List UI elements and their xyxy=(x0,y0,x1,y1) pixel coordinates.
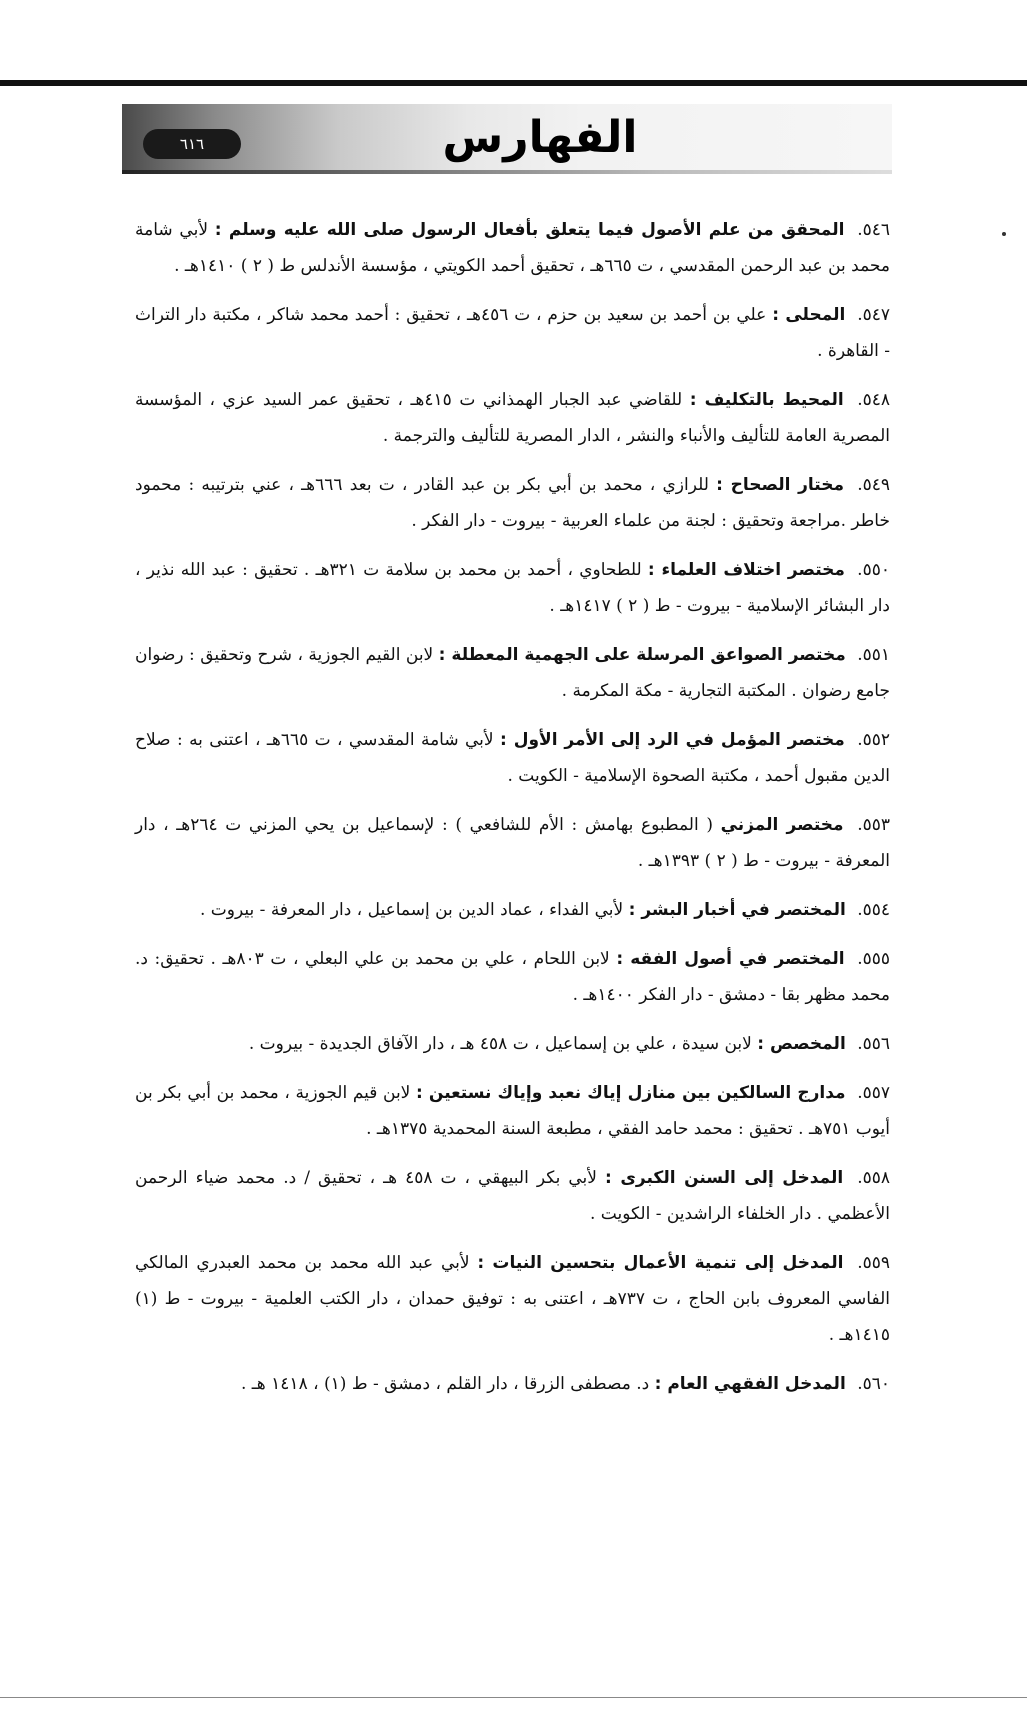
bibliography-entry xyxy=(135,637,890,709)
bibliography-entry xyxy=(135,297,890,369)
entry-title: المدخل إلى تنمية الأعمال بتحسين النيات : xyxy=(477,1253,844,1273)
entry-body: د. مصطفى الزرقا ، دار القلم ، دمشق - ط (١) ، ١٤١٨ هـ . xyxy=(241,1374,650,1394)
entry-number: ٥٤٨. xyxy=(857,390,891,410)
bibliography-entry xyxy=(135,1075,890,1147)
bibliography-entry xyxy=(135,941,890,1013)
entry-number: ٥٤٧. xyxy=(857,305,891,325)
entry-number: ٥٥٨. xyxy=(857,1168,891,1188)
bottom-rule xyxy=(0,1697,1027,1698)
entry-title: المخصص : xyxy=(757,1034,846,1054)
entry-body: لأبي شامة محمد بن عبد الرحمن المقدسي ، ت ٦٦٥هـ ، تحقيق أحمد الكويتي ، مؤسسة الأندلس ط ( ٢ ) ١٤١٠هـ . xyxy=(135,220,890,276)
entry-body: علي بن أحمد بن سعيد بن حزم ، ت ٤٥٦هـ ، تحقيق : أحمد محمد شاكر ، مكتبة دار التراث - القاهرة . xyxy=(135,305,890,361)
entry-title: مختصر الصواعق المرسلة على الجهمية المعطلة : xyxy=(438,645,846,665)
entry-title: المحيط بالتكليف : xyxy=(689,390,844,410)
entry-title: مدارج السالكين بين منازل إياك نعبد وإياك نستعين : xyxy=(416,1083,846,1103)
bibliography-entry xyxy=(135,212,890,284)
entry-title: المختصر في أصول الفقه : xyxy=(616,949,845,969)
bibliography-entry xyxy=(135,1160,890,1232)
bibliography-entry xyxy=(135,1026,890,1062)
entry-body: للطحاوي ، أحمد بن محمد بن سلامة ت ٣٢١هـ . تحقيق : عبد الله نذير ، دار البشائر الإسلامية - بيروت - ط ( ٢ ) ١٤١٧هـ . xyxy=(135,560,890,616)
entry-title: المختصر في أخبار البشر : xyxy=(628,900,846,920)
entry-number: ٥٥٣. xyxy=(857,815,891,835)
entry-number: ٥٥٩. xyxy=(857,1253,891,1273)
entry-number: ٥٥٤. xyxy=(857,900,890,920)
entry-body: للقاضي عبد الجبار الهمذاني ت ٤١٥هـ ، تحقيق عمر السيد عزي ، المؤسسة المصرية العامة للتأليف والأنباء والنشر ، الدار المصرية للتأليف والترجمة . xyxy=(135,390,890,446)
entry-number: ٥٦٠. xyxy=(857,1374,890,1394)
entry-number: ٥٥٧. xyxy=(857,1083,891,1103)
entry-body: لابن القيم الجوزية ، شرح وتحقيق : رضوان جامع رضوان . المكتبة التجارية - مكة المكرمة . xyxy=(135,645,890,701)
entry-title: المحقق من علم الأصول فيما يتعلق بأفعال الرسول صلى الله عليه وسلم : xyxy=(214,220,845,240)
entry-number: ٥٥٢. xyxy=(857,730,891,750)
page-title: الفهارس xyxy=(442,112,638,163)
entry-body: لأبي الفداء ، عماد الدين بن إسماعيل ، دار المعرفة - بيروت . xyxy=(200,900,624,920)
bibliography-list xyxy=(135,212,890,1415)
entry-body: ( المطبوع بهامش : الأم للشافعي ) : لإسماعيل بن يحي المزني ت ٢٦٤هـ ، دار المعرفة - بيروت - ط ( ٢ ) ١٣٩٣هـ . xyxy=(135,815,890,871)
entry-title: مختصر اختلاف العلماء : xyxy=(647,560,845,580)
entry-body: لابن سيدة ، علي بن إسماعيل ، ت ٤٥٨ هـ ، دار الآفاق الجديدة - بيروت . xyxy=(248,1034,752,1054)
bibliography-entry xyxy=(135,722,890,794)
entry-body: لأبي شامة المقدسي ، ت ٦٦٥هـ ، اعتنى به : صلاح الدين مقبول أحمد ، مكتبة الصحوة الإسلامية - الكويت . xyxy=(135,730,890,786)
entry-title: المدخل إلى السنن الكبرى : xyxy=(605,1168,844,1188)
entry-body: لأبي عبد الله محمد بن محمد العبدري المالكي الفاسي المعروف بابن الحاج ، ت ٧٣٧هـ ، اعتنى به : توفيق حمدان ، دار الكتب العلمية - بيروت - ط (١) ١٤١٥هـ . xyxy=(135,1253,890,1345)
bibliography-entry xyxy=(135,1245,890,1353)
bibliography-entry xyxy=(135,552,890,624)
entry-number: ٥٥٥. xyxy=(857,949,890,969)
entry-number: ٥٥١. xyxy=(857,645,890,665)
page-number: ٦١٦ xyxy=(143,129,241,159)
entry-body: لابن قيم الجوزية ، محمد بن أبي بكر بن أيوب ٧٥١هـ . تحقيق : محمد حامد الفقي ، مطبعة السنة المحمدية ١٣٧٥هـ . xyxy=(135,1083,890,1139)
bibliography-entry xyxy=(135,382,890,454)
bibliography-entry xyxy=(135,807,890,879)
entry-number: ٥٥٠. xyxy=(857,560,890,580)
entry-title: مختصر المؤمل في الرد إلى الأمر الأول : xyxy=(500,730,845,750)
entry-body: لأبي بكر البيهقي ، ت ٤٥٨ هـ ، تحقيق / د. محمد ضياء الرحمن الأعظمي . دار الخلفاء الراشدين - الكويت . xyxy=(135,1168,890,1224)
entry-title: المدخل الفقهي العام : xyxy=(654,1374,846,1394)
entry-body: لابن اللحام ، علي بن محمد بن علي البعلي ، ت ٨٠٣هـ . تحقيق: د. محمد مظهر بقا - دمشق - دار الفكر ١٤٠٠هـ . xyxy=(135,949,890,1005)
bibliography-entry xyxy=(135,1366,890,1402)
entry-number: ٥٤٦. xyxy=(857,220,890,240)
margin-dot xyxy=(1002,232,1006,236)
entry-title: المحلى : xyxy=(772,305,846,325)
entry-title: مختار الصحاح : xyxy=(716,475,844,495)
bibliography-entry xyxy=(135,892,890,928)
entry-number: ٥٥٦. xyxy=(857,1034,890,1054)
top-rule xyxy=(0,80,1027,86)
entry-title: مختصر المزني xyxy=(720,815,844,835)
entry-number: ٥٤٩. xyxy=(857,475,890,495)
bibliography-entry xyxy=(135,467,890,539)
entry-body: للرازي ، محمد بن أبي بكر بن عبد القادر ، ت بعد ٦٦٦هـ ، عني بترتيبه : محمود خاطر .مراجعة وتحقيق : لجنة من علماء العربية - بيروت - دار الفكر . xyxy=(135,475,890,531)
